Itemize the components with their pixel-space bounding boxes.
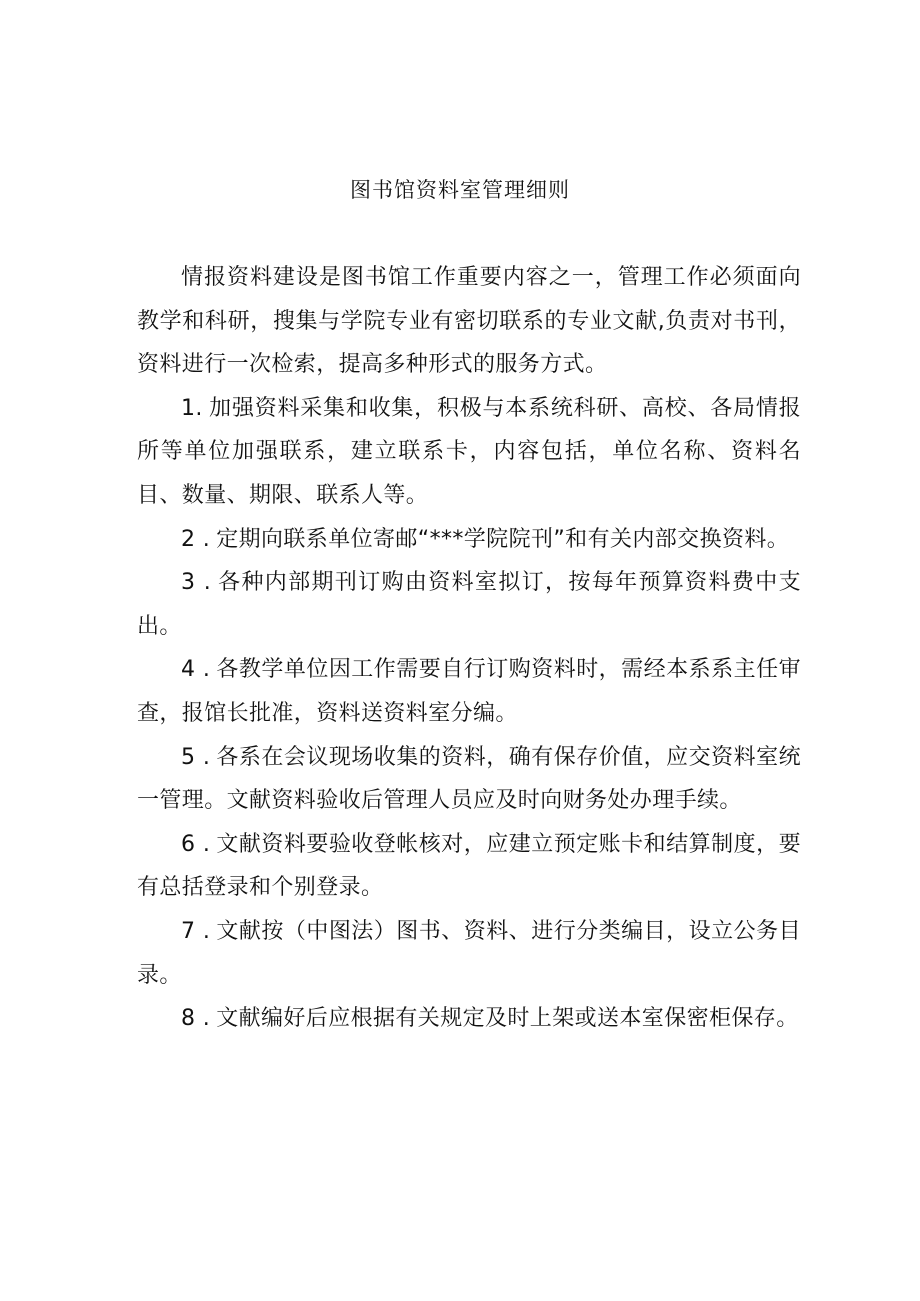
list-item [137,736,801,823]
list-item [137,910,801,997]
item-number: 1. [181,395,203,421]
item-number: 7 . [181,918,211,944]
item-text: 文献资料要验收登帐核对，应建立预定账卡和结算制度，要有总括登录和个别登录。 [137,831,802,901]
item-number: 4 . [181,657,211,683]
item-text: 文献按（中图法）图书、资料、进行分类编目，设立公务目录。 [137,918,802,988]
item-text: 文献编好后应根据有关规定及时上架或送本室保密柜保存。 [216,1006,799,1032]
document-title: 图书馆资料室管理细则 [350,178,570,202]
list-item [137,997,801,1041]
list-item [137,387,801,518]
list-item [137,561,801,648]
item-text: 各种内部期刊订购由资料室拟订，按每年预算资料费中支出。 [137,570,801,639]
item-number: 8 . [181,1006,211,1032]
item-number: 2 . [181,526,211,552]
item-text: 各系在会议现场收集的资料，确有保存价值，应交资料室统一管理。文献资料验收后管理人员应及时向财务处办理手续。 [137,744,802,814]
item-text: 加强资料采集和收集，积极与本系统科研、高校、各局情报所等单位加强联系，建立联系卡，内容包括，单位名称、资料名目、数量、期限、联系人等。 [137,395,801,508]
list-item [137,518,801,562]
item-number: 3 . [181,570,212,596]
item-text: 定期向联系单位寄邮“***学院院刊”和有关内部交换资料。 [216,526,790,552]
list-item [137,823,801,910]
item-number: 5 . [181,744,211,770]
item-text: 各教学单位因工作需要自行订购资料时，需经本系系主任审查，报馆长批准，资料送资料室分编。 [137,657,802,726]
intro-paragraph: 情报资料建设是图书馆工作重要内容之一，管理工作必须面向教学和科研，搜集与学院专业有密切联系的专业文献,负责对书刊，资料进行一次检索，提高多种形式的服务方式。 [137,265,801,378]
list-item [137,648,801,735]
item-number: 6 . [181,831,211,857]
document-body [137,256,801,1041]
